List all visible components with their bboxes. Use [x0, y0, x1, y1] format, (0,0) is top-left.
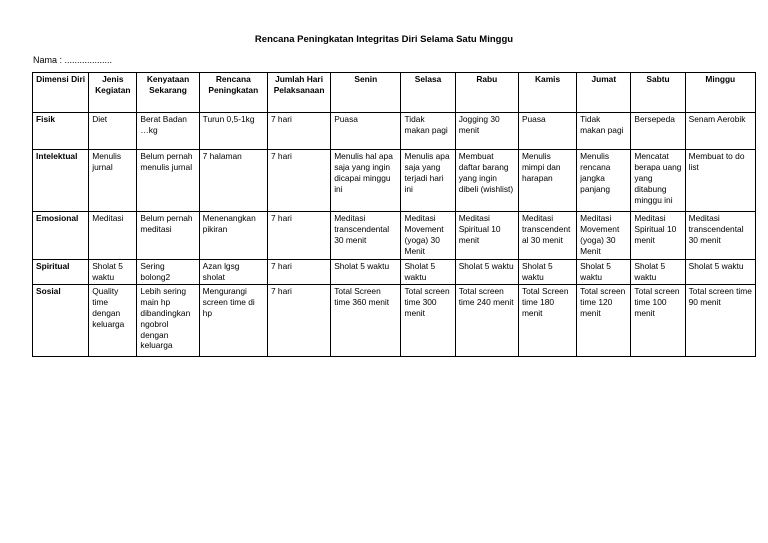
- table-cell: Sholat 5 waktu: [631, 260, 685, 285]
- name-field-label: Nama : ...................: [33, 55, 113, 65]
- table-cell: Total screen time 120 menit: [577, 284, 631, 356]
- table-cell: 7 halaman: [199, 150, 267, 212]
- table-cell: Puasa: [518, 113, 576, 150]
- table-cell: Belum pernah meditasi: [137, 212, 199, 260]
- table-cell: Meditasi Movement (yoga) 30 Menit: [401, 212, 455, 260]
- table-cell: Sholat 5 waktu: [331, 260, 401, 285]
- table-cell: Total screen time 90 menit: [685, 284, 755, 356]
- table-cell: 7 hari: [267, 212, 330, 260]
- header-kenyataan-sekarang: Kenyataan Sekarang: [137, 73, 199, 113]
- table-cell: Meditasi transcendental 30 menit: [331, 212, 401, 260]
- table-cell: Total Screen time 180 menit: [518, 284, 576, 356]
- table-cell: Total screen time 240 menit: [455, 284, 518, 356]
- table-cell: Belum pernah menulis jurnal: [137, 150, 199, 212]
- table-cell: Menenangkan pikiran: [199, 212, 267, 260]
- header-senin: Senin: [331, 73, 401, 113]
- table-cell: 7 hari: [267, 260, 330, 285]
- table-cell: Senam Aerobik: [685, 113, 755, 150]
- table-row-intelektual: [33, 150, 756, 212]
- table-cell: Berat Badan …kg: [137, 113, 199, 150]
- header-rencana-peningkatan: Rencana Peningkatan: [199, 73, 267, 113]
- table-cell: Turun 0,5-1kg: [199, 113, 267, 150]
- table-cell: Tidak makan pagi: [401, 113, 455, 150]
- table-cell: Mencatat berapa uang yang ditabung minggu ini: [631, 150, 685, 212]
- table-cell: Meditasi transcendental 30 menit: [685, 212, 755, 260]
- document-title: Rencana Peningkatan Integritas Diri Selama Satu Minggu: [254, 34, 514, 45]
- table-cell: Tidak makan pagi: [577, 113, 631, 150]
- header-jenis-kegiatan: Jenis Kegiatan: [89, 73, 137, 113]
- table-cell: 7 hari: [267, 150, 330, 212]
- table-cell: Quality time dengan keluarga: [89, 284, 137, 356]
- table-cell: Sholat 5 waktu: [518, 260, 576, 285]
- table-cell: Meditasi Movement (yoga) 30 Menit: [577, 212, 631, 260]
- table-cell: Diet: [89, 113, 137, 150]
- header-jumlah-hari: Jumlah Hari Pelaksanaan: [267, 73, 330, 113]
- table-cell: Menulis hal apa saja yang ingin dicapai minggu ini: [331, 150, 401, 212]
- header-jumat: Jumat: [577, 73, 631, 113]
- header-rabu: Rabu: [455, 73, 518, 113]
- table-cell: Intelektual: [33, 150, 89, 212]
- table-cell: 7 hari: [267, 284, 330, 356]
- improvement-plan-table: [32, 72, 756, 357]
- table-cell: Sholat 5 waktu: [455, 260, 518, 285]
- table-cell: Sholat 5 waktu: [685, 260, 755, 285]
- table-cell: Fisik: [33, 113, 89, 150]
- table-cell: Mengurangi screen time di hp: [199, 284, 267, 356]
- table-cell: Azan lgsg sholat: [199, 260, 267, 285]
- table-cell: Emosional: [33, 212, 89, 260]
- table-header-row: [33, 73, 756, 113]
- table-cell: Jogging 30 menit: [455, 113, 518, 150]
- table-cell: Total Screen time 360 menit: [331, 284, 401, 356]
- table-cell: Sosial: [33, 284, 89, 356]
- table-cell: Menulis apa saja yang terjadi hari ini: [401, 150, 455, 212]
- table-cell: Bersepeda: [631, 113, 685, 150]
- table-row-emosional: [33, 212, 756, 260]
- table-cell: Meditasi Spiritual 10 menit: [455, 212, 518, 260]
- table-cell: Membuat daftar barang yang ingin dibeli (wishlist): [455, 150, 518, 212]
- table-cell: Sering bolong2: [137, 260, 199, 285]
- header-kamis: Kamis: [518, 73, 576, 113]
- table-cell: Spiritual: [33, 260, 89, 285]
- table-row-fisik: [33, 113, 756, 150]
- table-cell: Sholat 5 waktu: [577, 260, 631, 285]
- table-cell: Menulis jurnal: [89, 150, 137, 212]
- table-cell: Sholat 5 waktu: [89, 260, 137, 285]
- table-cell: Meditasi: [89, 212, 137, 260]
- table-row-sosial: [33, 284, 756, 356]
- table-cell: Total screen time 300 menit: [401, 284, 455, 356]
- table-cell: 7 hari: [267, 113, 330, 150]
- table-cell: Total screen time 100 menit: [631, 284, 685, 356]
- table-cell: Lebih sering main hp dibandingkan ngobrol dengan keluarga: [137, 284, 199, 356]
- table-cell: Membuat to do list: [685, 150, 755, 212]
- header-selasa: Selasa: [401, 73, 455, 113]
- table-cell: Puasa: [331, 113, 401, 150]
- table-cell: Meditasi transcendental 30 menit: [518, 212, 576, 260]
- table-cell: Sholat 5 waktu: [401, 260, 455, 285]
- header-sabtu: Sabtu: [631, 73, 685, 113]
- table-row-spiritual: [33, 260, 756, 285]
- table-cell: Menulis mimpi dan harapan: [518, 150, 576, 212]
- table-cell: Menulis rencana jangka panjang: [577, 150, 631, 212]
- header-minggu: Minggu: [685, 73, 755, 113]
- table-cell: Meditasi Spiritual 10 menit: [631, 212, 685, 260]
- header-dimensi-diri: Dimensi Diri: [33, 73, 89, 113]
